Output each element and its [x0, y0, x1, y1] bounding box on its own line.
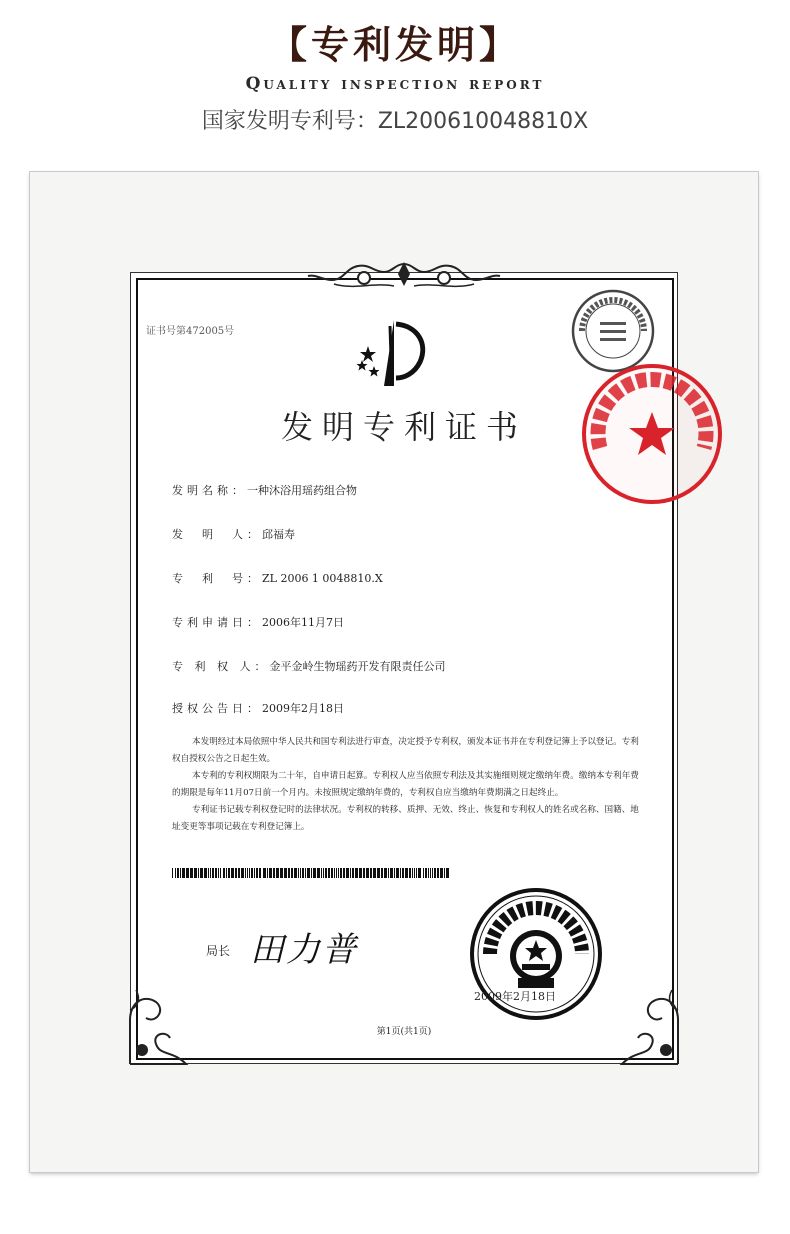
body-paragraph: 专利证书记载专利权登记时的法律状况。专利权的转移、质押、无效、终止、恢复和专利权人的姓名或名称、国籍、地址变更等事项记载在专利登记簿上。	[172, 805, 639, 832]
director-signature: 田力普	[250, 930, 358, 970]
seal-date: 2009年2月18日	[474, 990, 556, 1003]
field-application-date	[172, 614, 344, 630]
top-ornament-icon	[304, 260, 504, 294]
sipo-emblem-icon	[354, 316, 434, 388]
field-label: 发 明 人：	[172, 528, 262, 541]
page-title: 【专利发明】	[268, 22, 521, 67]
page-subtitle: Quality inspection report	[245, 74, 545, 94]
field-value: 金平金岭生物瑶药开发有限责任公司	[269, 660, 446, 673]
corner-ornament-icon	[126, 980, 196, 1066]
certificate-serial: 证书号第472005号	[146, 326, 235, 337]
field-value: 2006年11月7日	[262, 616, 344, 629]
field-value: 2009年2月18日	[262, 702, 344, 715]
patent-number-heading: 国家发明专利号：ZL200610048810X	[201, 109, 589, 134]
field-value: 一种沐浴用瑶药组合物	[247, 484, 357, 497]
field-label: 专利申请日：	[172, 616, 262, 629]
field-value: ZL 2006 1 0048810.X	[262, 572, 383, 585]
company-seal-stamp-icon	[578, 360, 726, 508]
field-invention-name	[172, 482, 357, 498]
certificate-body-text	[172, 734, 642, 836]
field-value: 邱福寿	[262, 528, 295, 541]
field-label: 专 利 号：	[172, 572, 262, 585]
certificate-title: 发明专利证书	[280, 408, 527, 446]
barcode-icon	[172, 868, 452, 878]
field-label: 专 利 权 人：	[172, 660, 270, 673]
corner-ornament-icon	[612, 980, 682, 1066]
director-label: 局长	[206, 944, 231, 958]
body-paragraph: 本专利的专利权期限为二十年，自申请日起算。专利权人应当依照专利法及其实施细则规定缴纳年费。缴纳本专利年费的期限是每年11月07日前一个月内。未按照规定缴纳年费的，专利权自应当缴纳年费期满之日起终止。	[172, 771, 639, 798]
body-paragraph: 本发明经过本局依照中华人民共和国专利法进行审查，决定授予专利权，颁发本证书并在专利登记簿上予以登记。专利权自授权公告之日起生效。	[172, 737, 639, 764]
field-patentee	[172, 658, 446, 674]
field-inventor	[172, 526, 295, 542]
field-patent-number	[172, 570, 383, 586]
field-label: 授权公告日：	[172, 702, 262, 715]
scanned-certificate	[30, 172, 758, 1172]
field-grant-date	[172, 700, 344, 716]
page-info: 第1页(共1页)	[376, 1027, 432, 1037]
field-label: 发明名称：	[172, 484, 247, 497]
